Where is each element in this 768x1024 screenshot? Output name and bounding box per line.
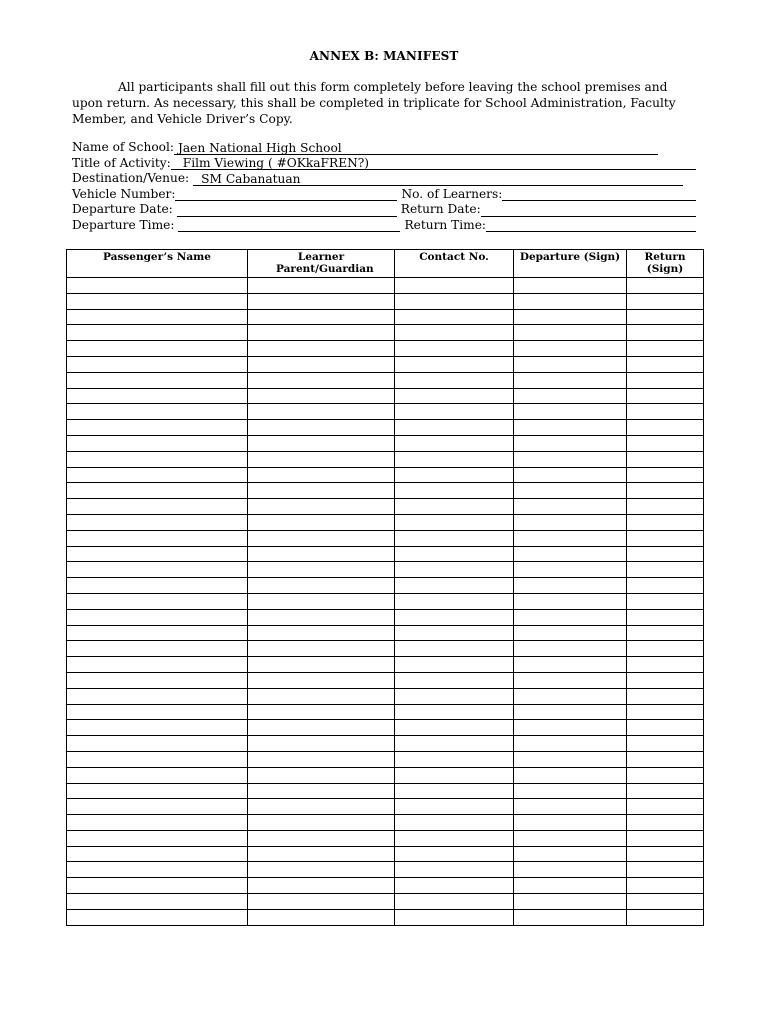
- contact-no-cell[interactable]: [395, 846, 514, 862]
- times-row: [72, 218, 696, 234]
- parent-guardian-cell[interactable]: [248, 862, 395, 878]
- passenger-name-cell[interactable]: [67, 435, 248, 451]
- departure-sign-cell[interactable]: [514, 657, 627, 673]
- departure-sign-cell[interactable]: [514, 672, 627, 688]
- parent-guardian-cell[interactable]: [248, 388, 395, 404]
- parent-guardian-cell[interactable]: [248, 514, 395, 530]
- contact-no-cell[interactable]: [395, 830, 514, 846]
- passenger-name-cell[interactable]: [67, 356, 248, 372]
- parent-guardian-cell[interactable]: [248, 641, 395, 657]
- passenger-name-cell[interactable]: [67, 767, 248, 783]
- passenger-name-cell[interactable]: [67, 657, 248, 673]
- return-sign-cell[interactable]: [627, 293, 704, 309]
- departure-sign-cell[interactable]: [514, 293, 627, 309]
- return-sign-cell[interactable]: [627, 609, 704, 625]
- contact-no-cell[interactable]: [395, 672, 514, 688]
- table-row: [67, 878, 704, 894]
- departure-sign-cell[interactable]: [514, 404, 627, 420]
- passenger-name-cell[interactable]: [67, 641, 248, 657]
- table-row: [67, 278, 704, 294]
- passenger-name-cell[interactable]: [67, 688, 248, 704]
- parent-guardian-cell[interactable]: [248, 625, 395, 641]
- departure-sign-cell[interactable]: [514, 562, 627, 578]
- contact-no-cell[interactable]: [395, 293, 514, 309]
- contact-no-cell[interactable]: [395, 499, 514, 515]
- return-sign-cell[interactable]: [627, 372, 704, 388]
- contact-no-cell[interactable]: [395, 688, 514, 704]
- table-row: [67, 751, 704, 767]
- table-row: [67, 404, 704, 420]
- parent-guardian-cell[interactable]: [248, 451, 395, 467]
- table-row: [67, 562, 704, 578]
- contact-no-cell[interactable]: [395, 325, 514, 341]
- venue-field[interactable]: [193, 173, 683, 186]
- school-value: Jaen National High School: [178, 141, 342, 155]
- passenger-name-cell[interactable]: [67, 783, 248, 799]
- form-title: ANNEX B: MANIFEST: [309, 49, 459, 63]
- departure-sign-cell[interactable]: [514, 514, 627, 530]
- passenger-name-cell[interactable]: [67, 625, 248, 641]
- contact-no-cell[interactable]: [395, 278, 514, 294]
- departure-sign-cell[interactable]: [514, 688, 627, 704]
- parent-guardian-cell[interactable]: [248, 483, 395, 499]
- contact-no-cell[interactable]: [395, 720, 514, 736]
- return-sign-cell[interactable]: [627, 341, 704, 357]
- departure-sign-cell[interactable]: [514, 909, 627, 925]
- parent-guardian-cell[interactable]: [248, 435, 395, 451]
- parent-guardian-cell[interactable]: [248, 609, 395, 625]
- passenger-name-cell[interactable]: [67, 293, 248, 309]
- passenger-name-cell[interactable]: [67, 846, 248, 862]
- departure-sign-cell[interactable]: [514, 815, 627, 831]
- parent-guardian-cell[interactable]: [248, 546, 395, 562]
- parent-guardian-cell[interactable]: [248, 830, 395, 846]
- return-sign-cell[interactable]: [627, 641, 704, 657]
- table-row: [67, 372, 704, 388]
- return-sign-cell[interactable]: [627, 657, 704, 673]
- passenger-name-cell[interactable]: [67, 799, 248, 815]
- parent-guardian-cell[interactable]: [248, 420, 395, 436]
- passenger-name-cell[interactable]: [67, 909, 248, 925]
- passenger-name-cell[interactable]: [67, 878, 248, 894]
- contact-no-cell[interactable]: [395, 372, 514, 388]
- contact-no-cell[interactable]: [395, 467, 514, 483]
- table-row: [67, 514, 704, 530]
- manifest-body: [67, 278, 704, 926]
- passenger-name-cell[interactable]: [67, 388, 248, 404]
- parent-guardian-cell[interactable]: [248, 404, 395, 420]
- departure-sign-cell[interactable]: [514, 799, 627, 815]
- venue-row: [72, 171, 696, 187]
- contact-no-cell[interactable]: [395, 909, 514, 925]
- return-sign-cell[interactable]: [627, 483, 704, 499]
- departure-sign-cell[interactable]: [514, 451, 627, 467]
- manifest-header-row: [67, 250, 704, 278]
- parent-guardian-cell[interactable]: [248, 704, 395, 720]
- parent-guardian-cell[interactable]: [248, 562, 395, 578]
- learners-value: [502, 188, 506, 201]
- departure-sign-cell[interactable]: [514, 341, 627, 357]
- return-sign-cell[interactable]: [627, 404, 704, 420]
- parent-guardian-cell[interactable]: [248, 878, 395, 894]
- parent-guardian-cell[interactable]: [248, 799, 395, 815]
- return-sign-cell[interactable]: [627, 625, 704, 641]
- return-sign-cell[interactable]: [627, 736, 704, 752]
- return-date-label: Return Date:: [400, 202, 481, 216]
- contact-no-cell[interactable]: [395, 736, 514, 752]
- table-row: [67, 578, 704, 594]
- passenger-name-cell[interactable]: [67, 578, 248, 594]
- parent-guardian-cell[interactable]: [248, 341, 395, 357]
- departure-sign-cell[interactable]: [514, 499, 627, 515]
- departure-sign-cell[interactable]: [514, 862, 627, 878]
- departure-time-label: Departure Time:: [72, 217, 175, 232]
- return-sign-cell[interactable]: [627, 862, 704, 878]
- learners-label: No. of Learners:: [401, 186, 503, 201]
- activity-field[interactable]: [171, 157, 696, 170]
- contact-no-cell[interactable]: [395, 530, 514, 546]
- return-sign-cell[interactable]: [627, 688, 704, 704]
- venue-label: Destination/Venue:: [72, 171, 190, 185]
- header-parent-guardian-label: Learner Parent/Guardian: [276, 251, 374, 275]
- venue-value: SM Cabanatuan: [201, 172, 301, 186]
- return-sign-cell[interactable]: [627, 846, 704, 862]
- return-date-value: [481, 204, 485, 217]
- passenger-name-cell[interactable]: [67, 562, 248, 578]
- departure-sign-cell[interactable]: [514, 435, 627, 451]
- passenger-name-cell[interactable]: [67, 278, 248, 294]
- return-time-value: [486, 219, 490, 232]
- parent-guardian-cell[interactable]: [248, 894, 395, 910]
- parent-guardian-cell[interactable]: [248, 499, 395, 515]
- departure-sign-cell[interactable]: [514, 309, 627, 325]
- return-sign-cell[interactable]: [627, 499, 704, 515]
- activity-row: [72, 156, 696, 172]
- passenger-name-cell[interactable]: [67, 720, 248, 736]
- table-row: [67, 499, 704, 515]
- table-row: [67, 293, 704, 309]
- return-sign-cell[interactable]: [627, 578, 704, 594]
- activity-value: Film Viewing ( #OKkaFREN?): [182, 157, 370, 170]
- contact-no-cell[interactable]: [395, 420, 514, 436]
- departure-sign-cell[interactable]: [514, 783, 627, 799]
- contact-no-cell[interactable]: [395, 593, 514, 609]
- departure-sign-cell[interactable]: [514, 894, 627, 910]
- return-sign-cell[interactable]: [627, 878, 704, 894]
- table-row: [67, 688, 704, 704]
- passenger-name-cell[interactable]: [67, 341, 248, 357]
- return-sign-cell[interactable]: [627, 909, 704, 925]
- departure-sign-cell[interactable]: [514, 388, 627, 404]
- return-sign-cell[interactable]: [627, 704, 704, 720]
- table-row: [67, 420, 704, 436]
- departure-sign-cell[interactable]: [514, 625, 627, 641]
- table-row: [67, 815, 704, 831]
- header-return-sign-label: Return (Sign): [644, 251, 686, 275]
- table-row: [67, 704, 704, 720]
- parent-guardian-cell[interactable]: [248, 783, 395, 799]
- departure-sign-cell[interactable]: [514, 609, 627, 625]
- table-row: [67, 846, 704, 862]
- contact-no-cell[interactable]: [395, 562, 514, 578]
- passenger-name-cell[interactable]: [67, 704, 248, 720]
- school-row: [72, 140, 696, 156]
- parent-guardian-cell[interactable]: [248, 736, 395, 752]
- departure-date-value: [177, 204, 181, 217]
- return-sign-cell[interactable]: [627, 783, 704, 799]
- table-row: [67, 672, 704, 688]
- return-sign-cell[interactable]: [627, 435, 704, 451]
- departure-sign-cell[interactable]: [514, 767, 627, 783]
- passenger-name-cell[interactable]: [67, 499, 248, 515]
- contact-no-cell[interactable]: [395, 657, 514, 673]
- contact-no-cell[interactable]: [395, 309, 514, 325]
- departure-sign-cell[interactable]: [514, 356, 627, 372]
- departure-sign-cell[interactable]: [514, 846, 627, 862]
- parent-guardian-cell[interactable]: [248, 815, 395, 831]
- contact-no-cell[interactable]: [395, 641, 514, 657]
- contact-no-cell[interactable]: [395, 799, 514, 815]
- passenger-name-cell[interactable]: [67, 530, 248, 546]
- table-row: [67, 483, 704, 499]
- table-row: [67, 736, 704, 752]
- return-sign-cell[interactable]: [627, 767, 704, 783]
- return-time-field[interactable]: [486, 219, 696, 232]
- passenger-name-cell[interactable]: [67, 862, 248, 878]
- header-departure-sign: Departure (Sign): [514, 250, 627, 278]
- contact-no-cell[interactable]: [395, 341, 514, 357]
- return-date-field[interactable]: [481, 204, 696, 217]
- return-sign-cell[interactable]: [627, 751, 704, 767]
- departure-sign-cell[interactable]: [514, 578, 627, 594]
- manifest-table: [66, 249, 704, 926]
- parent-guardian-cell[interactable]: [248, 751, 395, 767]
- parent-guardian-cell[interactable]: [248, 530, 395, 546]
- contact-no-cell[interactable]: [395, 435, 514, 451]
- return-sign-cell[interactable]: [627, 278, 704, 294]
- departure-sign-cell[interactable]: [514, 372, 627, 388]
- passenger-name-cell[interactable]: [67, 404, 248, 420]
- departure-sign-cell[interactable]: [514, 641, 627, 657]
- contact-no-cell[interactable]: [395, 546, 514, 562]
- parent-guardian-cell[interactable]: [248, 372, 395, 388]
- departure-sign-cell[interactable]: [514, 878, 627, 894]
- contact-no-cell[interactable]: [395, 609, 514, 625]
- parent-guardian-cell[interactable]: [248, 593, 395, 609]
- passenger-name-cell[interactable]: [67, 830, 248, 846]
- return-sign-cell[interactable]: [627, 894, 704, 910]
- departure-sign-cell[interactable]: [514, 830, 627, 846]
- return-time-label: Return Time:: [404, 217, 487, 232]
- departure-sign-cell[interactable]: [514, 278, 627, 294]
- table-row: [67, 909, 704, 925]
- parent-guardian-cell[interactable]: [248, 846, 395, 862]
- vehicle-value: [175, 188, 179, 201]
- activity-label: Title of Activity:: [72, 155, 171, 170]
- table-row: [67, 625, 704, 641]
- parent-guardian-cell[interactable]: [248, 657, 395, 673]
- contact-no-cell[interactable]: [395, 514, 514, 530]
- contact-no-cell[interactable]: [395, 356, 514, 372]
- passenger-name-cell[interactable]: [67, 372, 248, 388]
- dates-row: [72, 202, 696, 218]
- departure-date-label: Departure Date:: [72, 202, 173, 216]
- vehicle-label: Vehicle Number:: [72, 186, 176, 201]
- table-row: [67, 388, 704, 404]
- departure-sign-cell[interactable]: [514, 546, 627, 562]
- table-row: [67, 641, 704, 657]
- table-row: [67, 799, 704, 815]
- return-sign-cell[interactable]: [627, 356, 704, 372]
- table-row: [67, 767, 704, 783]
- parent-guardian-cell[interactable]: [248, 672, 395, 688]
- table-row: [67, 356, 704, 372]
- departure-sign-cell[interactable]: [514, 751, 627, 767]
- instructions-paragraph: [72, 79, 698, 127]
- table-row: [67, 862, 704, 878]
- departure-sign-cell[interactable]: [514, 467, 627, 483]
- parent-guardian-cell[interactable]: [248, 278, 395, 294]
- departure-sign-cell[interactable]: [514, 483, 627, 499]
- passenger-name-cell[interactable]: [67, 815, 248, 831]
- departure-time-value: [178, 219, 182, 232]
- table-row: [67, 435, 704, 451]
- table-row: [67, 657, 704, 673]
- return-sign-cell[interactable]: [627, 720, 704, 736]
- departure-sign-cell[interactable]: [514, 530, 627, 546]
- departure-date-field[interactable]: [177, 204, 397, 217]
- return-sign-cell[interactable]: [627, 593, 704, 609]
- table-row: [67, 530, 704, 546]
- table-row: [67, 720, 704, 736]
- return-sign-cell[interactable]: [627, 530, 704, 546]
- passenger-name-cell[interactable]: [67, 309, 248, 325]
- passenger-name-cell[interactable]: [67, 609, 248, 625]
- table-row: [67, 894, 704, 910]
- table-row: [67, 609, 704, 625]
- passenger-name-cell[interactable]: [67, 546, 248, 562]
- parent-guardian-cell[interactable]: [248, 356, 395, 372]
- table-row: [67, 451, 704, 467]
- table-row: [67, 593, 704, 609]
- school-label: Name of School:: [72, 140, 174, 154]
- vehicle-learners-row: [72, 187, 696, 203]
- vehicle-field[interactable]: [175, 188, 397, 201]
- header-parent-guardian: [248, 250, 395, 278]
- contact-no-cell[interactable]: [395, 625, 514, 641]
- passenger-name-cell[interactable]: [67, 451, 248, 467]
- return-sign-cell[interactable]: [627, 467, 704, 483]
- contact-no-cell[interactable]: [395, 767, 514, 783]
- parent-guardian-cell[interactable]: [248, 325, 395, 341]
- contact-no-cell[interactable]: [395, 451, 514, 467]
- table-row: [67, 325, 704, 341]
- passenger-name-cell[interactable]: [67, 736, 248, 752]
- departure-time-field[interactable]: [178, 219, 400, 232]
- contact-no-cell[interactable]: [395, 404, 514, 420]
- return-sign-cell[interactable]: [627, 420, 704, 436]
- trip-details: [72, 140, 696, 233]
- contact-no-cell[interactable]: [395, 815, 514, 831]
- parent-guardian-cell[interactable]: [248, 309, 395, 325]
- return-sign-cell[interactable]: [627, 325, 704, 341]
- passenger-name-cell[interactable]: [67, 483, 248, 499]
- contact-no-cell[interactable]: [395, 862, 514, 878]
- return-sign-cell[interactable]: [627, 451, 704, 467]
- parent-guardian-cell[interactable]: [248, 767, 395, 783]
- school-field[interactable]: [174, 142, 658, 155]
- passenger-name-cell[interactable]: [67, 325, 248, 341]
- return-sign-cell[interactable]: [627, 388, 704, 404]
- passenger-name-cell[interactable]: [67, 672, 248, 688]
- instructions-text: All participants shall fill out this form completely before leaving the school premises and upon return. As necessary, this shall be completed in triplicate for School Administration, Faculty Member, and Vehicle Driver’s Copy.: [72, 80, 676, 126]
- return-sign-cell[interactable]: [627, 815, 704, 831]
- header-return-sign: [627, 250, 704, 278]
- table-row: [67, 467, 704, 483]
- return-sign-cell[interactable]: [627, 546, 704, 562]
- contact-no-cell[interactable]: [395, 704, 514, 720]
- parent-guardian-cell[interactable]: [248, 293, 395, 309]
- passenger-name-cell[interactable]: [67, 751, 248, 767]
- contact-no-cell[interactable]: [395, 388, 514, 404]
- departure-sign-cell[interactable]: [514, 736, 627, 752]
- passenger-name-cell[interactable]: [67, 467, 248, 483]
- return-sign-cell[interactable]: [627, 309, 704, 325]
- contact-no-cell[interactable]: [395, 578, 514, 594]
- return-sign-cell[interactable]: [627, 514, 704, 530]
- passenger-name-cell[interactable]: [67, 894, 248, 910]
- learners-field[interactable]: [502, 188, 696, 201]
- departure-sign-cell[interactable]: [514, 325, 627, 341]
- passenger-name-cell[interactable]: [67, 593, 248, 609]
- return-sign-cell[interactable]: [627, 672, 704, 688]
- parent-guardian-cell[interactable]: [248, 578, 395, 594]
- header-passenger-name: Passenger’s Name: [67, 250, 248, 278]
- contact-no-cell[interactable]: [395, 894, 514, 910]
- contact-no-cell[interactable]: [395, 783, 514, 799]
- table-row: [67, 309, 704, 325]
- table-row: [67, 830, 704, 846]
- parent-guardian-cell[interactable]: [248, 467, 395, 483]
- header-contact-no: Contact No.: [395, 250, 514, 278]
- table-row: [67, 783, 704, 799]
- passenger-name-cell[interactable]: [67, 420, 248, 436]
- parent-guardian-cell[interactable]: [248, 720, 395, 736]
- contact-no-cell[interactable]: [395, 751, 514, 767]
- departure-sign-cell[interactable]: [514, 704, 627, 720]
- contact-no-cell[interactable]: [395, 878, 514, 894]
- parent-guardian-cell[interactable]: [248, 688, 395, 704]
- return-sign-cell[interactable]: [627, 830, 704, 846]
- table-row: [67, 341, 704, 357]
- departure-sign-cell[interactable]: [514, 420, 627, 436]
- table-row: [67, 546, 704, 562]
- return-sign-cell[interactable]: [627, 562, 704, 578]
- return-sign-cell[interactable]: [627, 799, 704, 815]
- departure-sign-cell[interactable]: [514, 720, 627, 736]
- parent-guardian-cell[interactable]: [248, 909, 395, 925]
- departure-sign-cell[interactable]: [514, 593, 627, 609]
- contact-no-cell[interactable]: [395, 483, 514, 499]
- passenger-name-cell[interactable]: [67, 514, 248, 530]
